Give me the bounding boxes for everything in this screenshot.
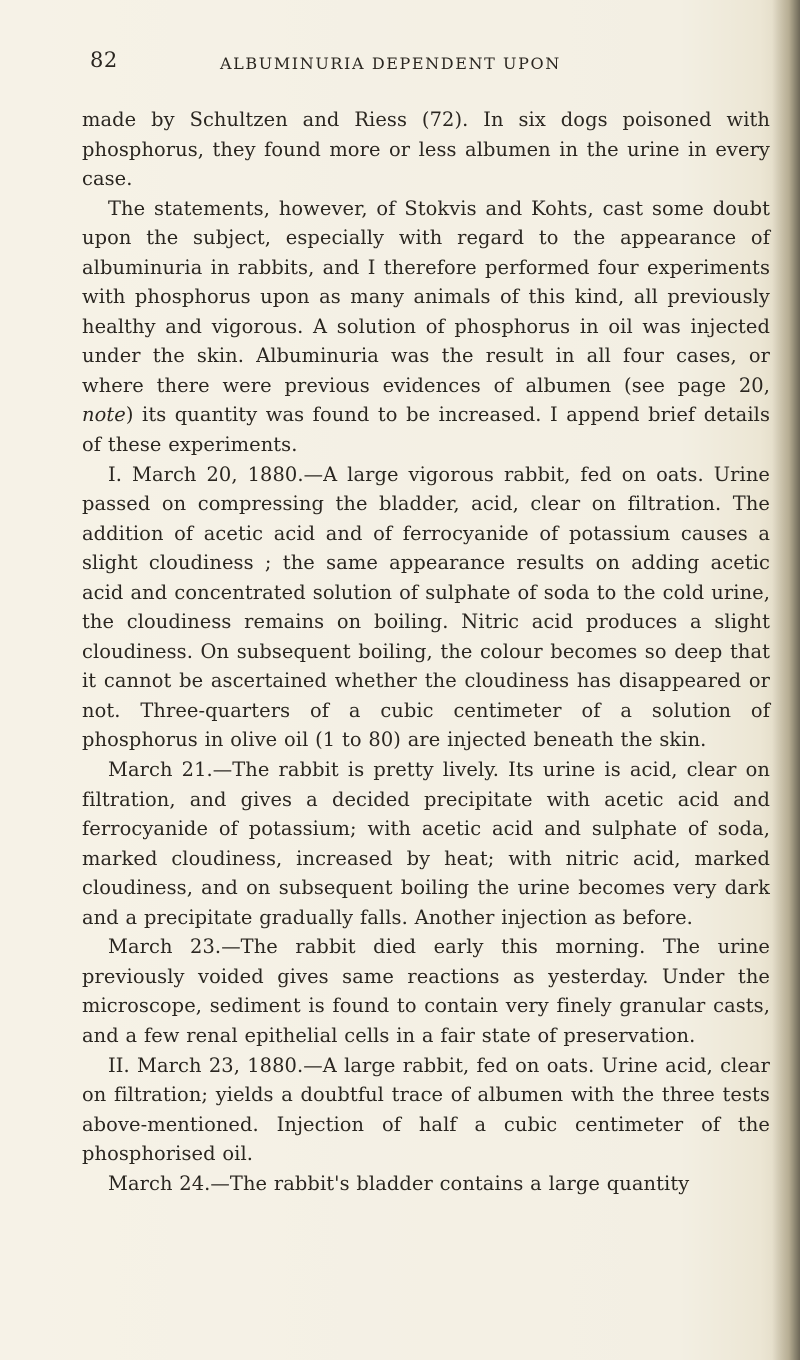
running-head bbox=[90, 48, 750, 88]
paragraph-text: made by Schultzen and Riess (72). In six dogs poisoned with phosphorus, they found more or less albumen in the urine in every case. bbox=[82, 108, 770, 191]
italic-note-word: note bbox=[82, 403, 126, 427]
paragraph-text: March 24.—The rabbit's bladder contains a large quantity bbox=[108, 1171, 690, 1195]
paragraph-text: II. March 23, 1880.—A large rabbit, fed on oats. Urine acid, clear on filtration; yields a doubtful trace of albumen with the three tests above-mentioned. Injection of half a cubic centimeter of the phosphorised oil. bbox=[82, 1053, 770, 1166]
paragraph-experiment-one bbox=[82, 460, 770, 755]
paragraph-experiment-two bbox=[82, 1051, 770, 1169]
paragraph-text: I. March 20, 1880.—A large vigorous rabbit, fed on oats. Urine passed on compressing the bladder, acid, clear on filtration. The addition of acetic acid and of ferrocyanide of potassium causes a slight cloudiness ; the same appearance results on adding acetic acid and concentrated solution of sulphate of soda to the cold urine, the cloudiness remains on boiling. Nitric acid produces a slight cloudiness. On subsequent boiling, the colour becomes so deep that it cannot be ascertained whether the cloudiness has disappeared or not. Three-quarters of a cubic centimeter of a solution of phosphorus in olive oil (1 to 80) are injected beneath the skin. bbox=[82, 462, 770, 752]
paragraph-march-23 bbox=[82, 932, 770, 1050]
paragraph-stokvis-kohts bbox=[82, 194, 770, 460]
paragraph-text: March 21.—The rabbit is pretty lively. Its urine is acid, clear on filtration, and gives a decided precipitate with acetic acid and ferrocyanide of potassium; with acetic acid and sulphate of soda, marked cloudiness, increased by heat; with nitric acid, marked cloudiness, and on subsequent boiling the urine becomes very dark and a precipitate gradually falls. Another injection as before. bbox=[82, 758, 770, 929]
page-edge-shadow bbox=[772, 0, 800, 1360]
paragraph-text: The statements, however, of Stokvis and Kohts, cast some doubt upon the subject, especially with regard to the appearance of albuminuria in rabbits, and I therefore performed four experiments with phosphorus upon as many animals of this kind, all previously healthy and vigorous. A solution of phosphorus in oil was injected under the skin. Albuminuria was the result in all four cases, or where there were previous evidences of albumen (see page 20, bbox=[82, 196, 770, 397]
page-number: 82 bbox=[90, 48, 118, 72]
running-title: ALBUMINURIA DEPENDENT UPON bbox=[220, 54, 561, 73]
body-text bbox=[82, 105, 770, 1198]
paragraph-text: ) its quantity was found to be increased. I append brief details of these experiments. bbox=[82, 403, 770, 457]
paragraph-text: March 23.—The rabbit died early this morning. The urine previously voided gives same reactions as yesterday. Under the microscope, sediment is found to contain very finely granular casts, and a few renal epithelial cells in a fair state of preservation. bbox=[82, 935, 770, 1047]
paragraph-march-24 bbox=[82, 1169, 770, 1199]
paragraph-march-21 bbox=[82, 755, 770, 932]
paragraph-continuation bbox=[82, 105, 770, 194]
